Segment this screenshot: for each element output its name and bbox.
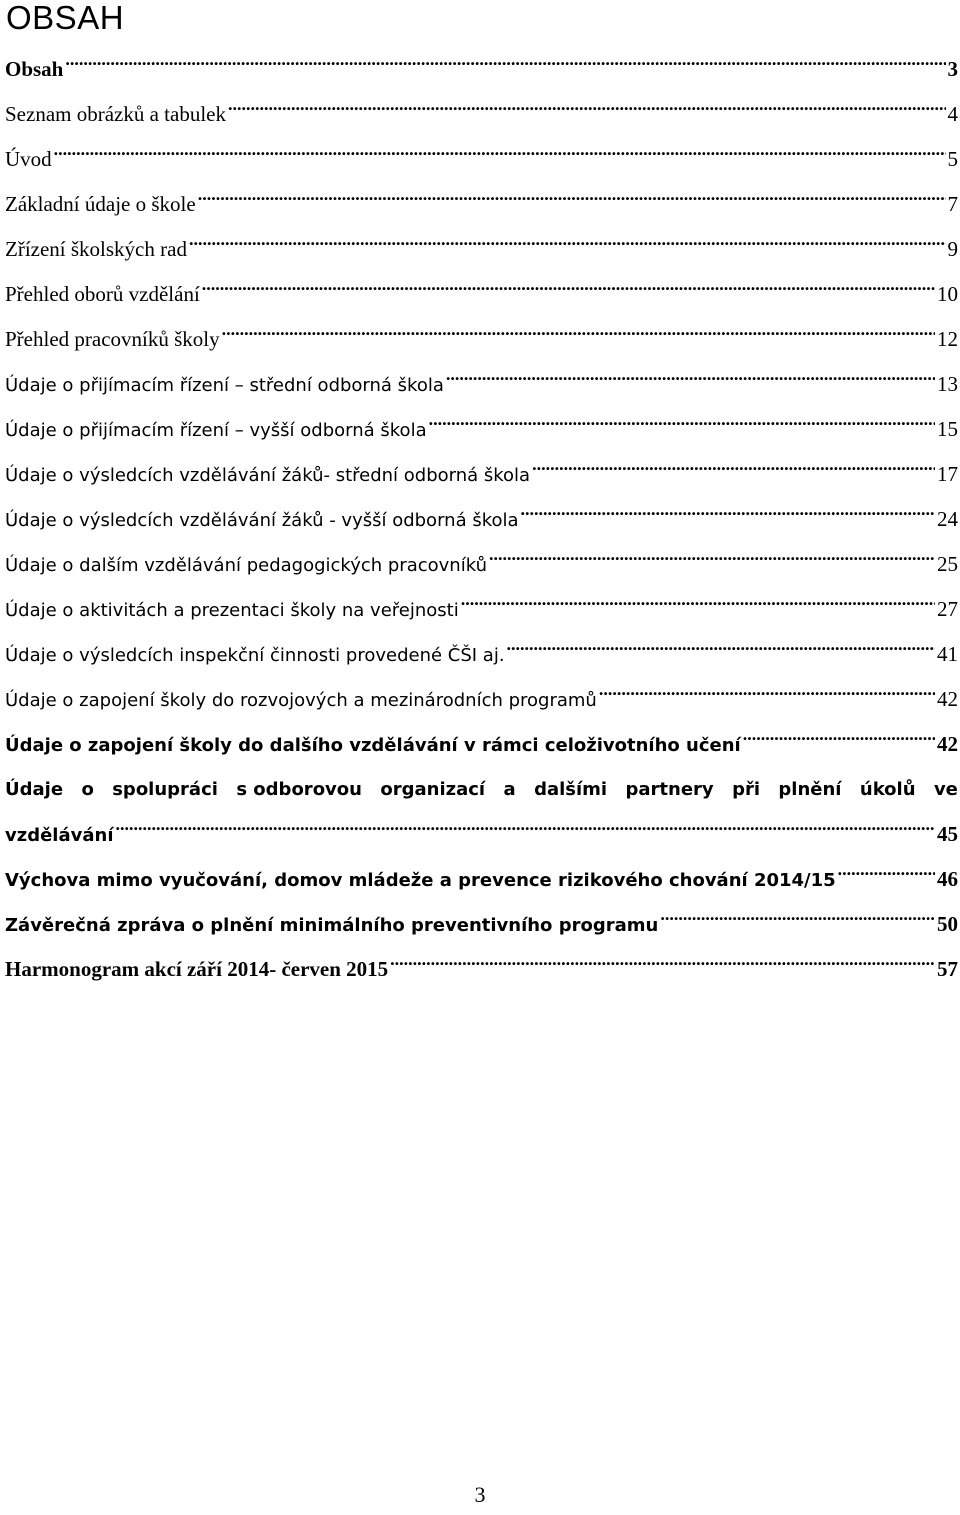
dot-leader <box>390 956 935 976</box>
dot-leader <box>202 281 935 301</box>
toc-entry-word: Údaje <box>5 779 64 800</box>
toc-entry-title: Přehled oborů vzdělání <box>5 282 200 306</box>
toc-entry-word: dalšími <box>534 779 608 800</box>
toc-entry-celozivotni-uceni[interactable] <box>5 722 958 767</box>
toc-entry-title: Seznam obrázků a tabulek <box>5 102 226 126</box>
toc-entry-spoluprace-line2[interactable] <box>5 812 958 857</box>
toc-entry-title: Harmonogram akcí září 2014- červen 2015 <box>5 957 389 981</box>
toc-entry-harmonogram[interactable] <box>5 947 958 992</box>
toc-entry-page: 42 <box>937 732 958 756</box>
toc-entry-zrizeni-rad[interactable] <box>5 227 958 272</box>
toc-entry-page: 4 <box>947 102 958 126</box>
toc-entry-title: Základní údaje o škole <box>5 192 196 216</box>
toc-entry-word: o <box>81 779 94 800</box>
toc-entry-page: 17 <box>937 462 958 486</box>
toc-entry-title: Obsah <box>5 57 64 81</box>
toc-entry-page: 12 <box>937 327 958 351</box>
toc-entry-obsah[interactable] <box>5 47 958 92</box>
toc-entry-word: spolupráci <box>112 779 218 800</box>
toc-entry-word: organizací <box>380 779 486 800</box>
dot-leader <box>599 686 935 706</box>
dot-leader <box>521 506 935 526</box>
toc-entry-uvod[interactable] <box>5 137 958 182</box>
toc-entry-word: ve <box>933 779 958 800</box>
dot-leader <box>198 191 946 211</box>
toc-entry-title: Údaje o výsledcích vzdělávání žáků- střední odborná škola <box>5 465 531 486</box>
toc-entry-vysledky-vos[interactable] <box>5 497 958 542</box>
toc-entry-inspekce-csi[interactable] <box>5 632 958 677</box>
page-number: 3 <box>474 1482 486 1507</box>
toc-entry-page: 45 <box>937 822 958 846</box>
dot-leader <box>461 596 935 616</box>
toc-entry-title: Výchova mimo vyučování, domov mládeže a prevence rizikového chování 2014/15 <box>5 870 836 891</box>
toc-entry-page: 5 <box>947 147 958 171</box>
dot-leader <box>660 911 935 931</box>
dot-leader <box>838 866 935 886</box>
toc-entry-title: Zřízení školských rad <box>5 237 187 261</box>
toc-entry-rozvojove-programy[interactable] <box>5 677 958 722</box>
dot-leader <box>115 821 935 841</box>
toc-entry-title: Údaje o přijímacím řízení – vyšší odborná škola <box>5 420 427 441</box>
toc-entry-word: partnery <box>625 779 714 800</box>
toc-entry-word: při <box>732 779 760 800</box>
toc-entry-title: Údaje o zapojení školy do rozvojových a mezinárodních programů <box>5 690 597 711</box>
toc-entry-page: 13 <box>937 372 958 396</box>
toc-entry-aktivity-prezentace[interactable] <box>5 587 958 632</box>
toc-entry-page: 24 <box>937 507 958 531</box>
toc-entry-vychova-mimo-vyucovani[interactable] <box>5 857 958 902</box>
toc-entry-spoluprace-line1[interactable] <box>5 767 958 812</box>
toc-entry-vysledky-sos[interactable] <box>5 452 958 497</box>
toc-entry-title: Údaje o výsledcích inspekční činnosti provedené ČŠI aj. <box>5 645 505 666</box>
toc-entry-page: 27 <box>937 597 958 621</box>
dot-leader <box>228 101 946 121</box>
toc-entry-dalsi-vzdelavani-pedagogu[interactable] <box>5 542 958 587</box>
toc-heading: OBSAH <box>6 0 125 36</box>
toc-entry-prehled-oboru[interactable] <box>5 272 958 317</box>
toc-entry-page: 50 <box>937 912 958 936</box>
toc-entry-title: Údaje o přijímacím řízení – střední odborná škola <box>5 375 444 396</box>
dot-leader <box>189 236 946 256</box>
toc-entry-title: Údaje o výsledcích vzdělávání žáků - vyšší odborná škola <box>5 510 519 531</box>
toc-entry-word: úkolů <box>859 779 916 800</box>
toc-list <box>5 47 958 992</box>
toc-entry-title: Údaje o aktivitách a prezentaci školy na veřejnosti <box>5 600 459 621</box>
toc-entry-page: 57 <box>937 957 958 981</box>
toc-entry-prijimaci-rizeni-vos[interactable] <box>5 407 958 452</box>
toc-entry-prehled-pracovniku[interactable] <box>5 317 958 362</box>
toc-entry-title: Přehled pracovníků školy <box>5 327 220 351</box>
toc-entry-page: 10 <box>937 282 958 306</box>
toc-entry-page: 42 <box>937 687 958 711</box>
dot-leader <box>54 146 946 166</box>
toc-entry-page: 3 <box>947 57 958 81</box>
toc-entry-word: s odborovou <box>236 779 362 800</box>
toc-entry-prijimaci-rizeni-sos[interactable] <box>5 362 958 407</box>
toc-entry-title: Údaje o dalším vzdělávání pedagogických pracovníků <box>5 555 487 576</box>
toc-entry-title: Úvod <box>5 147 52 171</box>
toc-entry-page: 9 <box>947 237 958 261</box>
toc-entry-title: vzdělávání <box>5 825 114 846</box>
dot-leader <box>743 731 935 751</box>
dot-leader <box>532 461 935 481</box>
dot-leader <box>222 326 935 346</box>
dot-leader <box>65 56 945 76</box>
toc-entry-page: 7 <box>947 192 958 216</box>
toc-entry-page: 25 <box>937 552 958 576</box>
toc-entry-word: plnění <box>778 779 842 800</box>
toc-entry-page: 15 <box>937 417 958 441</box>
toc-entry-title: Závěrečná zpráva o plnění minimálního preventivního programu <box>5 915 659 936</box>
toc-entry-title: Údaje o zapojení školy do dalšího vzdělávání v rámci celoživotního učení <box>5 735 741 756</box>
toc-entry-word: a <box>503 779 516 800</box>
dot-leader <box>446 371 935 391</box>
toc-entry-seznam-obrazku[interactable] <box>5 92 958 137</box>
toc-entry-page: 41 <box>937 642 958 666</box>
toc-entry-zaverecna-zprava[interactable] <box>5 902 958 947</box>
toc-entry-page: 46 <box>937 867 958 891</box>
dot-leader <box>489 551 935 571</box>
toc-entry-zakladni-udaje[interactable] <box>5 182 958 227</box>
dot-leader <box>507 641 935 661</box>
dot-leader <box>429 416 935 436</box>
